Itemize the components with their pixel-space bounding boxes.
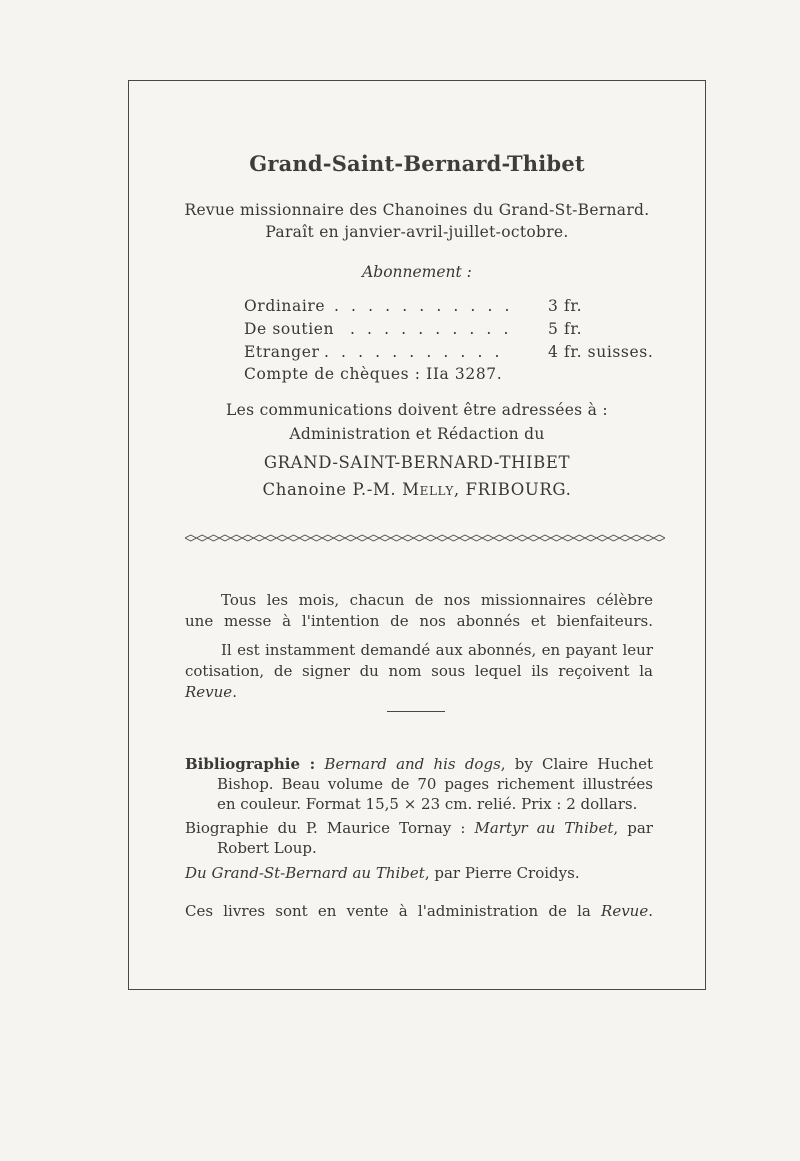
- short-rule: [387, 711, 445, 712]
- notice-1-line-2: une messe à l'intention de nos abonnés et bienfaiteurs.: [185, 612, 653, 630]
- ornament-divider: [185, 533, 665, 543]
- notice-paragraph-2: [185, 640, 653, 703]
- book-desc-1: , by Claire Huchet Bishop. Beau volume de 70 pages richement illustrées en couleur. Format 15,5 × 23 cm. relié. Prix : 2 dollars.: [217, 755, 654, 813]
- notice-2-text: Il est instamment demandé aux abonnés, en payant leur cotisation, de signer du nom sous lequel ils reçoivent la: [185, 641, 653, 680]
- book-title-2: Martyr au Thibet: [474, 819, 614, 837]
- book-title-3: Du Grand-St-Bernard au Thibet: [185, 864, 425, 882]
- bibliography-entry-2: [185, 818, 653, 858]
- bibliography-entry-1: [185, 754, 653, 814]
- row-label-soutien: De soutien: [244, 320, 335, 338]
- row-dots-ordinaire: . . . . . . . . . . .: [334, 297, 514, 315]
- bibliography-sale-note: [185, 901, 653, 921]
- book-author-2: , par Robert Loup.: [217, 819, 653, 857]
- book-title-1: Bernard and his dogs: [324, 755, 501, 773]
- notice-paragraph-1: [185, 590, 653, 632]
- contact-prefix: Chanoine P.-M.: [262, 480, 397, 499]
- contact-line-1: Les communications doivent être adressées à :: [226, 401, 608, 419]
- sale-note-revue: Revue: [601, 902, 649, 920]
- row-dots-etranger: . . . . . . . . . . .: [324, 343, 504, 361]
- notice-1-line-1: Tous les mois, chacun de nos missionnaires célèbre: [221, 591, 653, 609]
- page-title: Grand-Saint-Bernard-Thibet: [249, 151, 585, 176]
- bibliography-entry-3: [185, 863, 653, 883]
- row-price-etranger: 4 fr. suisses.: [548, 343, 654, 361]
- bibliography-label: Bibliographie :: [185, 755, 316, 773]
- subtitle-line-1: Revue missionnaire des Chanoines du Grand-St-Bernard.: [184, 201, 650, 219]
- cheque-account: Compte de chèques : IIa 3287.: [244, 365, 503, 383]
- page-frame: [128, 80, 706, 990]
- contact-line-2: Administration et Rédaction du: [289, 425, 545, 443]
- book-desc-2: Biographie du P. Maurice Tornay :: [185, 819, 466, 837]
- contact-publication: GRAND-SAINT-BERNARD-THIBET: [263, 453, 571, 472]
- sale-note-end: .: [648, 902, 653, 920]
- contact-suffix: , FRIBOURG.: [453, 480, 572, 499]
- subtitle-line-2: Paraît en janvier-avril-juillet-octobre.: [265, 223, 569, 241]
- book-author-3: , par Pierre Croidys.: [424, 864, 580, 882]
- row-dots-soutien: . . . . . . . . . .: [350, 320, 513, 338]
- row-price-ordinaire: 3 fr.: [548, 297, 583, 315]
- contact-address: [129, 480, 705, 499]
- notice-2-end: .: [232, 683, 237, 701]
- notice-2-revue: Revue: [185, 683, 233, 701]
- subscription-heading: Abonnement :: [362, 263, 472, 281]
- row-label-ordinaire: Ordinaire: [244, 297, 326, 315]
- sale-note-text: Ces livres sont en vente à l'administration de la: [185, 902, 591, 920]
- row-label-etranger: Etranger: [244, 343, 320, 361]
- row-price-soutien: 5 fr.: [548, 320, 583, 338]
- contact-name: Melly: [402, 480, 454, 499]
